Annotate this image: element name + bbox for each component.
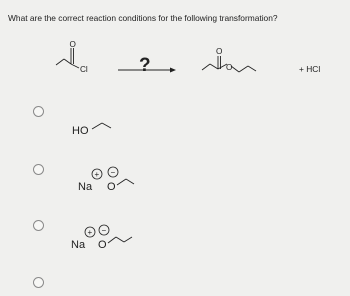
byproduct-label: + HCl <box>299 64 321 74</box>
product-ester-oxygen: O <box>226 63 233 72</box>
choice-2[interactable] <box>0 158 350 208</box>
choice-2-oxygen-label: O <box>107 181 116 193</box>
choice-3-minus-sign: − <box>101 226 107 235</box>
choice-3-oxygen-label: O <box>98 239 107 251</box>
choice-3-plus-sign: + <box>87 228 93 237</box>
choice-1-ho-label: HO <box>72 125 89 137</box>
choice-3-sodium-label: Na <box>71 239 86 251</box>
reactant-chlorine-label: Cl <box>80 65 88 74</box>
product-carbonyl-oxygen: O <box>216 47 223 56</box>
choice-4-radio[interactable] <box>33 277 44 288</box>
choice-1-structure <box>0 104 350 154</box>
question-prompt: What are the correct reaction conditions for the following transformation? <box>8 13 278 23</box>
choice-2-plus-sign: + <box>94 170 100 179</box>
reagent-question-mark: ? <box>139 55 151 76</box>
choice-2-minus-sign: − <box>110 168 116 177</box>
reactant-structure <box>56 48 79 68</box>
reactant-carbonyl-oxygen: O <box>69 40 76 49</box>
choice-2-sodium-label: Na <box>78 181 93 193</box>
choice-3-structure <box>0 218 350 268</box>
choice-3[interactable] <box>0 218 350 268</box>
choice-1[interactable] <box>0 104 350 154</box>
choice-4[interactable] <box>0 277 350 293</box>
choice-2-structure <box>0 158 350 208</box>
